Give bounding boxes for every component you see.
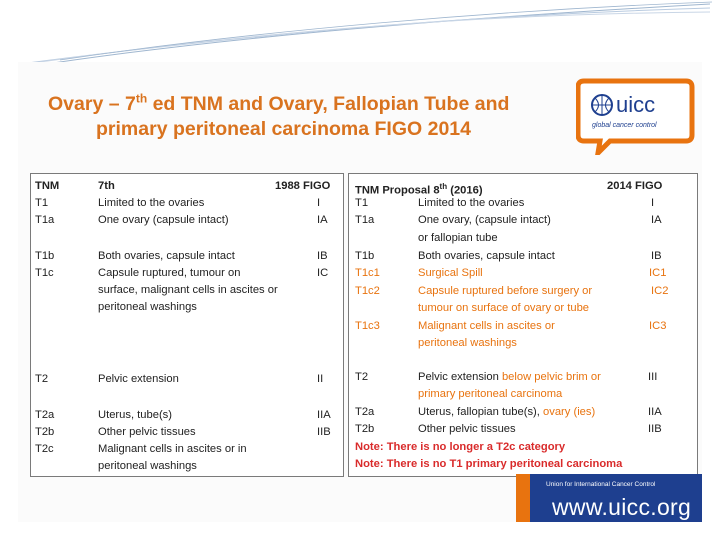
figo-stage: IC xyxy=(317,267,329,279)
figo-stage: IA xyxy=(317,214,328,226)
logo-tagline: global cancer control xyxy=(592,122,657,129)
footer-org-name: Union for International Cancer Control xyxy=(546,481,656,488)
figo-stage: IIA xyxy=(648,406,662,418)
note-t2c: Note: There is no longer a T2c category xyxy=(355,441,566,453)
stage-description: Pelvic extension below pelvic brim or xyxy=(418,371,601,383)
figo-stage: IIB xyxy=(317,426,331,438)
figo-stage: II xyxy=(317,373,324,385)
stage-code: T1a xyxy=(35,214,55,226)
stage-code: T1c xyxy=(35,267,54,279)
stage-code: T2 xyxy=(355,371,369,383)
stage-description-new: primary peritoneal carcinoma xyxy=(418,388,563,400)
stage-description-new: tumour on surface of ovary or tube xyxy=(418,302,590,314)
figo-stage-new: IC1 xyxy=(649,267,667,279)
stage-description-new: peritoneal washings xyxy=(418,337,517,349)
stage-code: T2a xyxy=(35,409,55,421)
stage-description: Both ovaries, capsule intact xyxy=(98,250,235,262)
stage-description: Pelvic extension xyxy=(98,373,179,385)
header-1988-figo: 1988 FIGO xyxy=(275,180,331,192)
header-tnm: TNM xyxy=(35,180,60,192)
header-tnm-proposal: TNM Proposal 8th (2016) xyxy=(355,182,483,197)
figo-stage: IB xyxy=(317,250,328,262)
figo-stage: IIB xyxy=(648,423,662,435)
figo-stage: I xyxy=(317,197,321,209)
stage-code: T2c xyxy=(35,443,54,455)
stage-description: Limited to the ovaries xyxy=(418,197,525,209)
stage-code: T1b xyxy=(355,250,375,262)
stage-code: T1a xyxy=(355,214,375,226)
stage-description: One ovary (capsule intact) xyxy=(98,214,229,226)
tnm-7th-table xyxy=(30,173,344,477)
title-line1: Ovary – 7th ed TNM and Ovary, Fallopian Tube and xyxy=(48,91,510,115)
footer-url: www.uicc.org xyxy=(552,494,692,520)
stage-description: Capsule ruptured, tumour on xyxy=(98,267,241,279)
stage-description: peritoneal washings xyxy=(98,460,197,472)
stage-description: surface, malignant cells in ascites or xyxy=(98,284,278,296)
figo-stage: I xyxy=(651,197,655,209)
title-line2: primary peritoneal carcinoma FIGO 2014 xyxy=(96,117,471,140)
stage-description: Other pelvic tissues xyxy=(418,423,516,435)
stage-description: One ovary, (capsule intact) xyxy=(418,214,551,226)
figo-stage-new: IC2 xyxy=(651,285,669,297)
stage-description: Other pelvic tissues xyxy=(98,426,196,438)
figo-stage: IA xyxy=(651,214,662,226)
slide-title xyxy=(48,86,588,142)
stage-code-new: T1c3 xyxy=(355,320,380,332)
stage-code: T1 xyxy=(35,197,49,209)
stage-description-new: Capsule ruptured before surgery or xyxy=(418,285,593,297)
stage-code: T2b xyxy=(355,423,375,435)
footer-accent-bar xyxy=(516,474,530,522)
stage-code: T2a xyxy=(355,406,375,418)
note-t1-peritoneal: Note: There is no T1 primary peritoneal carcinoma xyxy=(355,458,623,470)
stage-code-new: T1c1 xyxy=(355,267,380,279)
stage-description: Limited to the ovaries xyxy=(98,197,205,209)
logo-wordmark: uicc xyxy=(616,92,656,117)
stage-description-new: Malignant cells in ascites or xyxy=(418,320,555,332)
figo-stage: IB xyxy=(651,250,662,262)
figo-stage: III xyxy=(648,371,658,383)
stage-description: Uterus, fallopian tube(s), ovary (ies) xyxy=(418,406,596,418)
figo-stage: IIA xyxy=(317,409,331,421)
stage-code-new: T1c2 xyxy=(355,285,380,297)
stage-description: peritoneal washings xyxy=(98,301,197,313)
stage-code: T2 xyxy=(35,373,49,385)
stage-code: T2b xyxy=(35,426,55,438)
header-7th: 7th xyxy=(98,180,115,192)
stage-description-new: Surgical Spill xyxy=(418,267,483,279)
stage-description: Malignant cells in ascites or in xyxy=(98,443,247,455)
uicc-logo xyxy=(576,77,696,155)
stage-code: T1b xyxy=(35,250,55,262)
stage-description: Both ovaries, capsule intact xyxy=(418,250,555,262)
stage-description: or fallopian tube xyxy=(418,232,498,244)
uicc-footer-banner xyxy=(516,474,702,522)
figo-stage-new: IC3 xyxy=(649,320,667,332)
stage-description: Uterus, tube(s) xyxy=(98,409,172,421)
header-2014-figo: 2014 FIGO xyxy=(607,180,663,192)
tnm-8th-proposal-table xyxy=(348,173,698,477)
stage-code: T1 xyxy=(355,197,369,209)
